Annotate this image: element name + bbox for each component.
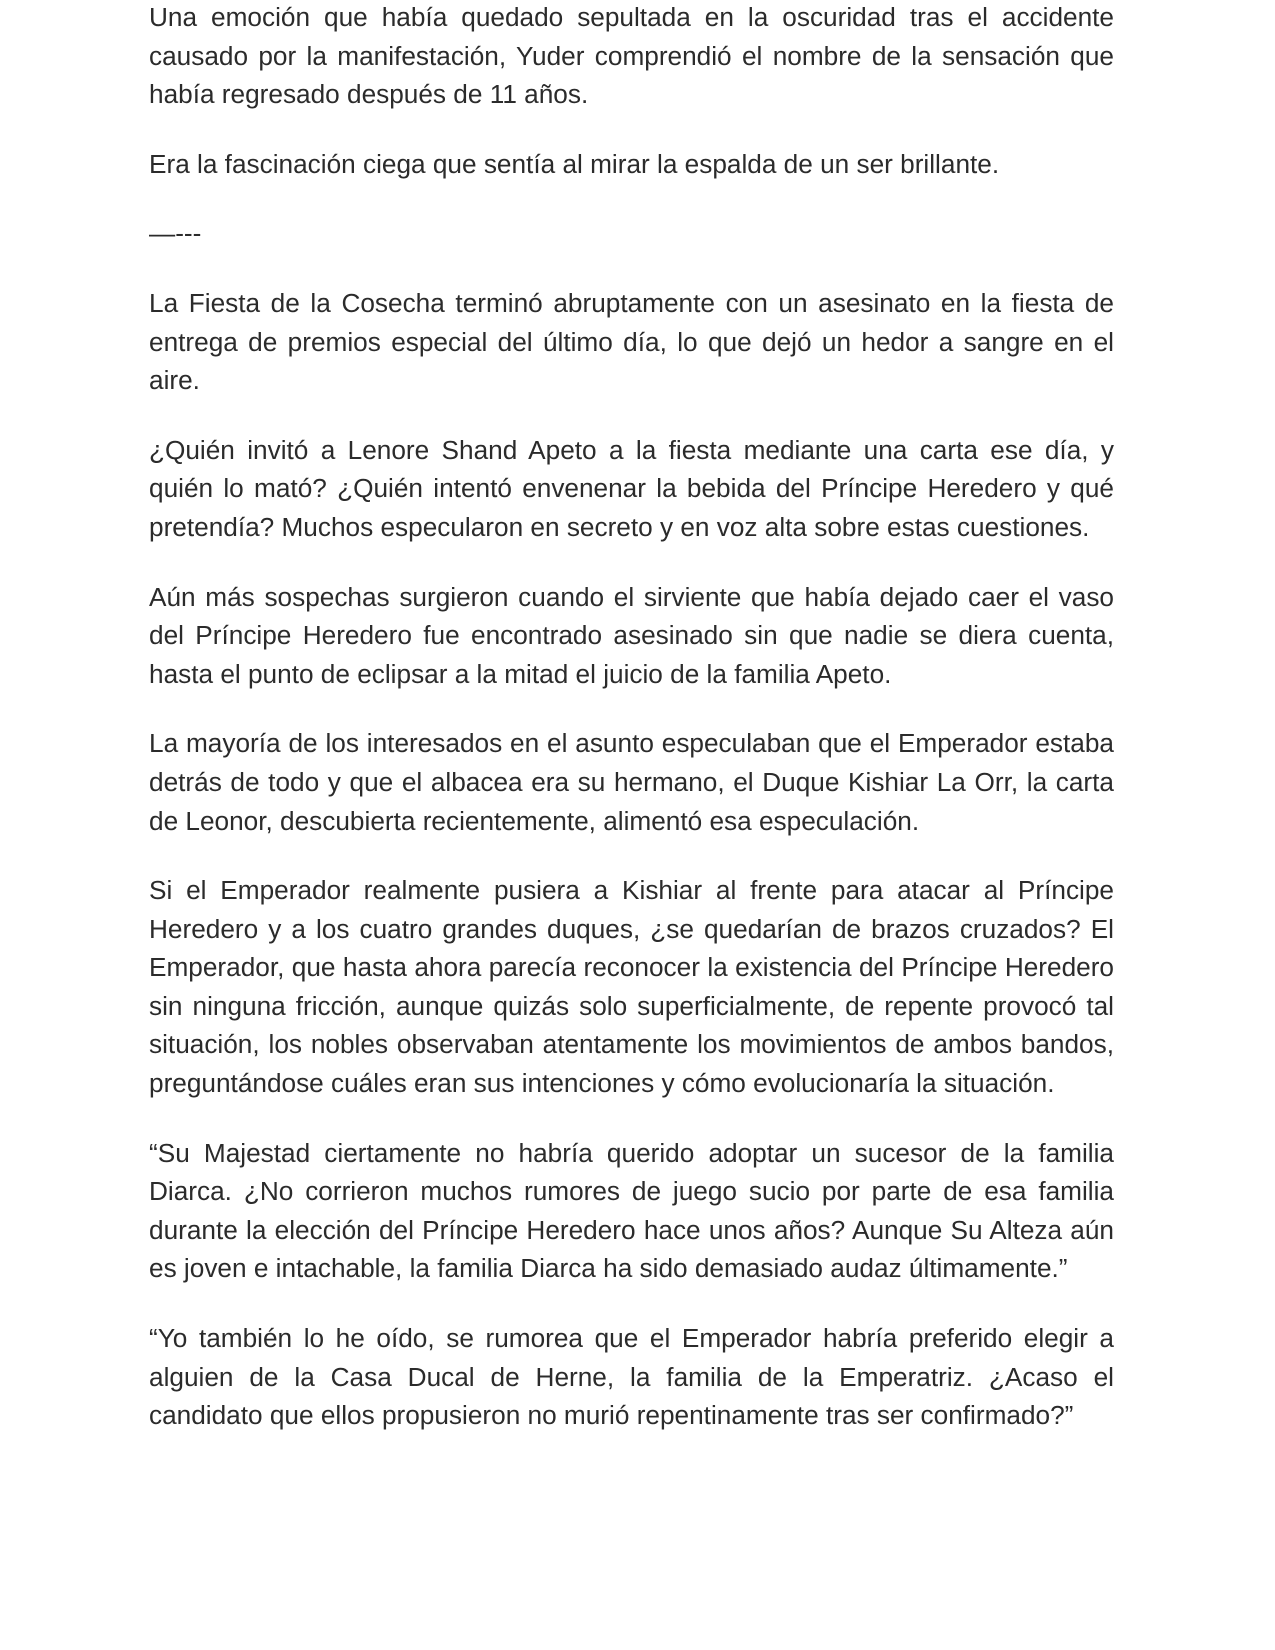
paragraph: La Fiesta de la Cosecha terminó abruptamente con un asesinato en la fiesta de entrega de premios especial del último día, lo que dejó un hedor a sangre en el aire. (149, 287, 1114, 396)
paragraph: Si el Emperador realmente pusiera a Kishiar al frente para atacar al Príncipe Heredero y a los cuatro grandes duques, ¿se quedarían de brazos cruzados? El Emperador, que hasta ahora parecía reconocer la existencia del Príncipe Heredero sin ninguna fricción, aunque quizás solo superficialmente, de repente provocó tal situación, los nobles observaban atentamente los movimientos de ambos bandos, preguntándose cuáles eran sus intenciones y cómo evolucionaría la situación. (149, 875, 1114, 1099)
paragraph: “Yo también lo he oído, se rumorea que el Emperador habría preferido elegir a alguien de la Casa Ducal de Herne, la familia de la Emperatriz. ¿Acaso el candidato que ellos propusieron no murió repentinamente tras ser confirmado?” (149, 1323, 1114, 1431)
document-page (149, 0, 1114, 1466)
paragraph: “Su Majestad ciertamente no habría querido adoptar un sucesor de la familia Diarca. ¿No corrieron muchos rumores de juego sucio por parte de esa familia durante la elección del Príncipe Heredero hace unos años? Aunque Su Alteza aún es joven e intachable, la familia Diarca ha sido demasiado audaz últimamente.” (149, 1137, 1114, 1284)
paragraph: Una emoción que había quedado sepultada en la oscuridad tras el accidente causado por la manifestación, Yuder comprendió el nombre de la sensación que había regresado después de 11 años. (149, 2, 1114, 110)
section-divider: —--- (149, 218, 202, 249)
paragraph: La mayoría de los interesados en el asunto especulaban que el Emperador estaba detrás de todo y que el albacea era su hermano, el Duque Kishiar La Orr, la carta de Leonor, descubierta recientemente, alimentó esa especulación. (149, 728, 1114, 836)
paragraph: ¿Quién invitó a Lenore Shand Apeto a la fiesta mediante una carta ese día, y quién lo mató? ¿Quién intentó envenenar la bebida del Príncipe Heredero y qué pretendía? Muchos especularon en secreto y en voz alta sobre estas cuestiones. (149, 434, 1114, 542)
paragraph: Aún más sospechas surgieron cuando el sirviente que había dejado caer el vaso del Príncipe Heredero fue encontrado asesinado sin que nadie se diera cuenta, hasta el punto de eclipsar a la mitad el juicio de la familia Apeto. (149, 581, 1114, 689)
paragraph: Era la fascinación ciega que sentía al mirar la espalda de un ser brillante. (149, 148, 1000, 179)
